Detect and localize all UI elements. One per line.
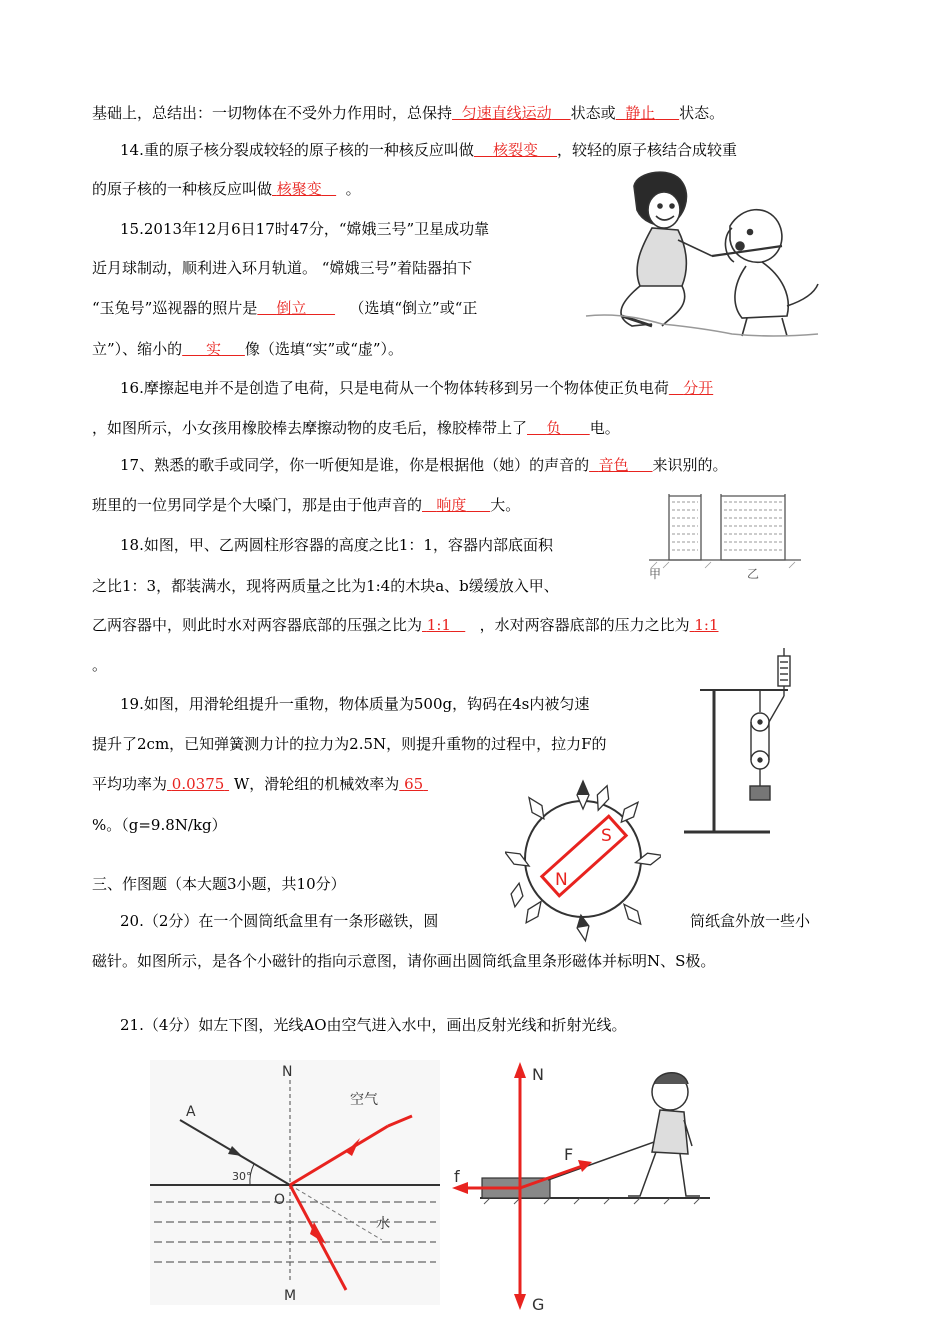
- girl-dog-illustration: [582, 166, 822, 342]
- answer-blank: 实: [206, 340, 222, 358]
- optics-figure: [150, 1060, 440, 1305]
- pulley-figure: [680, 648, 820, 840]
- answer-blank: 核裂变: [492, 141, 538, 159]
- label-jia: 甲: [649, 567, 662, 580]
- answer-blank: 1:1: [694, 616, 719, 634]
- containers-figure: [645, 490, 805, 580]
- q18-line-2: 之比1：3，都装满水，现将两质量之比为1:4的木块a、b缓缓放入甲、: [92, 577, 559, 595]
- q16-line-1: 16.摩擦起电并不是创造了电荷，只是电荷从一个物体转移到另一个物体使正负电荷 分开: [120, 379, 714, 397]
- pole-s-label: S: [601, 826, 612, 846]
- q20-line-1b: 筒纸盒外放一些小: [690, 912, 811, 930]
- q18-line-4: 。: [92, 656, 108, 674]
- q16-line-2: ，如图所示，小女孩用橡胶棒去摩擦动物的皮毛后，橡胶棒带上了 负 电。: [92, 419, 620, 437]
- answer-blank: 分开: [683, 379, 714, 397]
- force-figure: [448, 1060, 720, 1320]
- q15-line-2: 近月球制动，顺利进入环月轨道。 “嫦娥三号”着陆器拍下: [92, 259, 473, 277]
- ray-a-label: A: [186, 1104, 196, 1120]
- answer-blank: 音色: [598, 456, 629, 474]
- answer-blank: 1:1: [426, 616, 451, 634]
- q19-line-1: 19.如图，用滑轮组提升一重物，物体质量为500g，钩码在4s内被匀速: [120, 695, 590, 713]
- q15-line-1: 15.2013年12月6日17时47分，“嫦娥三号”卫星成功靠: [120, 220, 490, 238]
- force-g-label: G: [532, 1295, 545, 1314]
- water-label: 水: [376, 1216, 390, 1232]
- q20-line-1a: 20.（2分）在一个圆筒纸盒里有一条形磁铁，圆: [120, 912, 439, 930]
- q14-line-1: 14.重的原子核分裂成较轻的原子核的一种核反应叫做 核裂变 ，较轻的原子核结合成较重: [120, 141, 738, 159]
- answer-blank: 匀速直线运动: [461, 104, 552, 122]
- q19-line-2: 提升了2cm，已知弹簧测力计的拉力为2.5N，则提升重物的过程中，拉力F的: [92, 735, 607, 753]
- normal-m-label: M: [284, 1288, 297, 1304]
- q15-line-4: 立”）、缩小的 实 像（选填“实”或“虚”）。: [92, 340, 404, 358]
- q19-line-3: 平均功率为 0.0375 W，滑轮组的机械效率为 65: [92, 774, 428, 794]
- q21-text: 21.（4分）如左下图，光线AO由空气进入水中，画出反射光线和折射光线。: [120, 1016, 627, 1034]
- answer-blank: 65: [404, 775, 424, 793]
- angle-label: 30°: [232, 1170, 252, 1183]
- answer-blank: 倒立: [276, 299, 307, 317]
- air-label: 空气: [350, 1092, 378, 1108]
- answer-blank: 响度: [436, 496, 467, 514]
- normal-n-label: N: [282, 1064, 293, 1080]
- q18-line-3: 乙两容器中，则此时水对两容器底部的压强之比为 1:1 ，水对两容器底部的压力之比为 1:1: [92, 616, 719, 634]
- magnet-compass-figure: [505, 775, 661, 943]
- q17-line-1: 17、熟悉的歌手或同学，你一听便知是谁，你是根据他（她）的声音的 音色 来识别的。: [120, 456, 728, 474]
- q19-line-4: %。（g=9.8N/kg）: [92, 816, 227, 834]
- q15-line-3: “玉兔号”巡视器的照片是 倒立 （选填“倒立”或“正: [92, 299, 478, 317]
- label-yi: 乙: [747, 567, 760, 580]
- force-n-label: N: [532, 1065, 544, 1084]
- q14-line-2: 的原子核的一种核反应叫做 核聚变 。: [92, 180, 361, 198]
- section-3-title: 三、作图题（本大题3小题，共10分）: [92, 875, 346, 893]
- q20-line-2: 磁针。如图所示，是各个小磁针的指向示意图，请你画出圆筒纸盒里条形磁体并标明N、S极。: [92, 952, 716, 970]
- q17-line-2: 班里的一位男同学是个大嗓门，那是由于他声音的 响度 大。: [92, 496, 521, 514]
- q18-line-1: 18.如图，甲、乙两圆柱形容器的高度之比1：1，容器内部底面积: [120, 536, 553, 554]
- pole-n-label: N: [555, 870, 568, 890]
- answer-blank: 静止: [625, 104, 656, 122]
- answer-blank: 核聚变: [276, 180, 322, 198]
- answer-blank: 负: [546, 419, 562, 437]
- point-o-label: O: [274, 1192, 286, 1208]
- q13-line: 基础上，总结出：一切物体在不受外力作用时，总保持 匀速直线运动 状态或 静止 状态。: [92, 104, 725, 122]
- force-f-label: F: [564, 1145, 574, 1164]
- friction-f-label: f: [454, 1167, 460, 1186]
- answer-blank: 0.0375: [171, 775, 225, 793]
